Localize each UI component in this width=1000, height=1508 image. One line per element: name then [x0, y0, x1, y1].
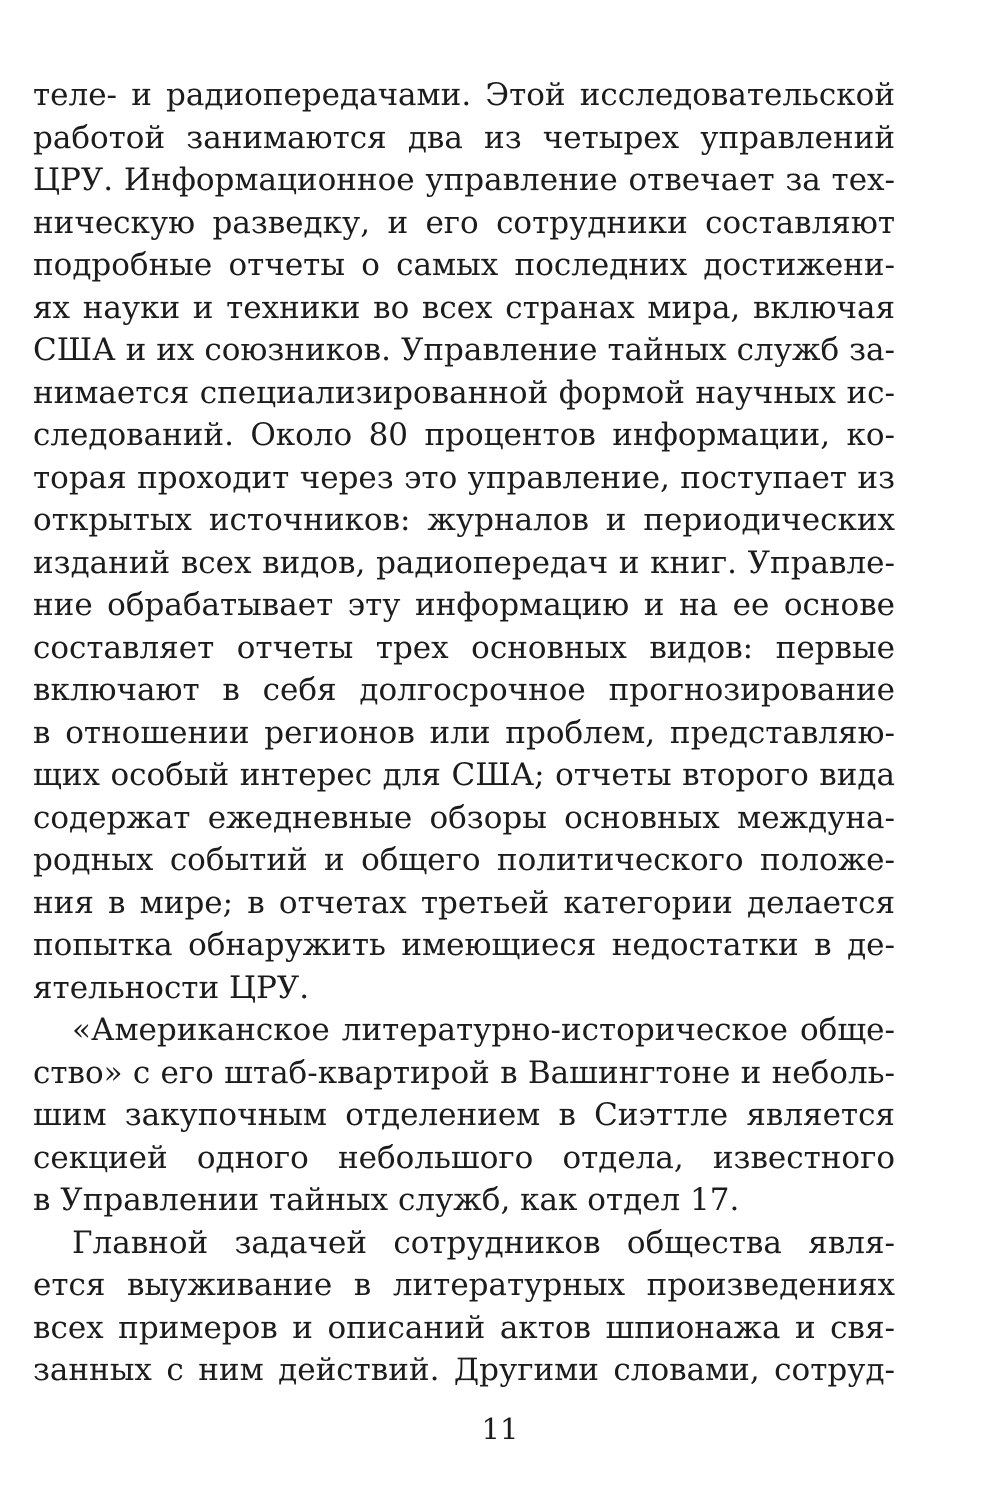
text-line: ЦРУ. Информационное управление отвечает за тех-	[33, 162, 895, 198]
text-line: ния в мире; в отчетах третьей категории делается	[33, 884, 895, 921]
text-line: родных событий и общего политического положе-	[33, 842, 895, 878]
text-line: составляет отчеты трех основных видов: первые	[33, 629, 895, 666]
text-line: попытка обнаружить имеющиеся недостатки в де-	[33, 927, 895, 963]
text-line: секцией одного небольшого отдела, известного	[33, 1139, 895, 1176]
text-line: «Американское литературно-историческое обще-	[72, 1012, 895, 1048]
text-line: нимается специализированной формой научных ис-	[33, 374, 895, 411]
text-line: занных с ним действий. Другими словами, сотруд-	[33, 1352, 895, 1388]
text-line: торая проходит через это управление, поступает из	[33, 459, 895, 496]
text-line: всех примеров и описаний актов шпионажа и свя-	[33, 1309, 895, 1346]
text-line: следований. Около 80 процентов информации, ко-	[33, 417, 895, 453]
text-line: включают в себя долгосрочное прогнозирование	[33, 672, 895, 708]
text-line: работой занимаются два из четырех управлений	[33, 119, 895, 156]
text-line: США и их союзников. Управление тайных служб за-	[33, 332, 895, 368]
text-line: ническую разведку, и его сотрудники составляют	[33, 204, 895, 241]
page-number: 11	[481, 1412, 519, 1446]
text-line: ется выуживание в литературных произведениях	[33, 1267, 895, 1303]
text-line: открытых источников: журналов и периодических	[33, 502, 895, 538]
text-line: в Управлении тайных служб, как отдел 17.	[33, 1182, 740, 1218]
text-line: теле- и радиопередачами. Этой исследовательской	[33, 77, 895, 113]
text-line: ство» с его штаб-квартирой в Вашингтоне и неболь-	[33, 1054, 895, 1091]
text-line: ние обрабатывает эту информацию и на ее основе	[33, 587, 895, 623]
text-line: в отношении регионов или проблем, представляю-	[33, 714, 895, 751]
text-line: щих особый интерес для США; отчеты второго вида	[33, 757, 895, 793]
text-line: Главной задачей сотрудников общества явля-	[72, 1224, 895, 1261]
text-line: ях науки и техники во всех странах мира, включая	[33, 289, 895, 326]
text-line: содержат ежедневные обзоры основных междуна-	[33, 799, 895, 836]
text-line: ятельности ЦРУ.	[33, 969, 310, 1006]
body-text	[33, 74, 895, 1392]
text-line: шим закупочным отделением в Сиэттле является	[33, 1097, 895, 1133]
text-line: изданий всех видов, радиопередач и книг. Управле-	[33, 544, 895, 581]
text-line: подробные отчеты о самых последних достижени-	[33, 247, 895, 283]
